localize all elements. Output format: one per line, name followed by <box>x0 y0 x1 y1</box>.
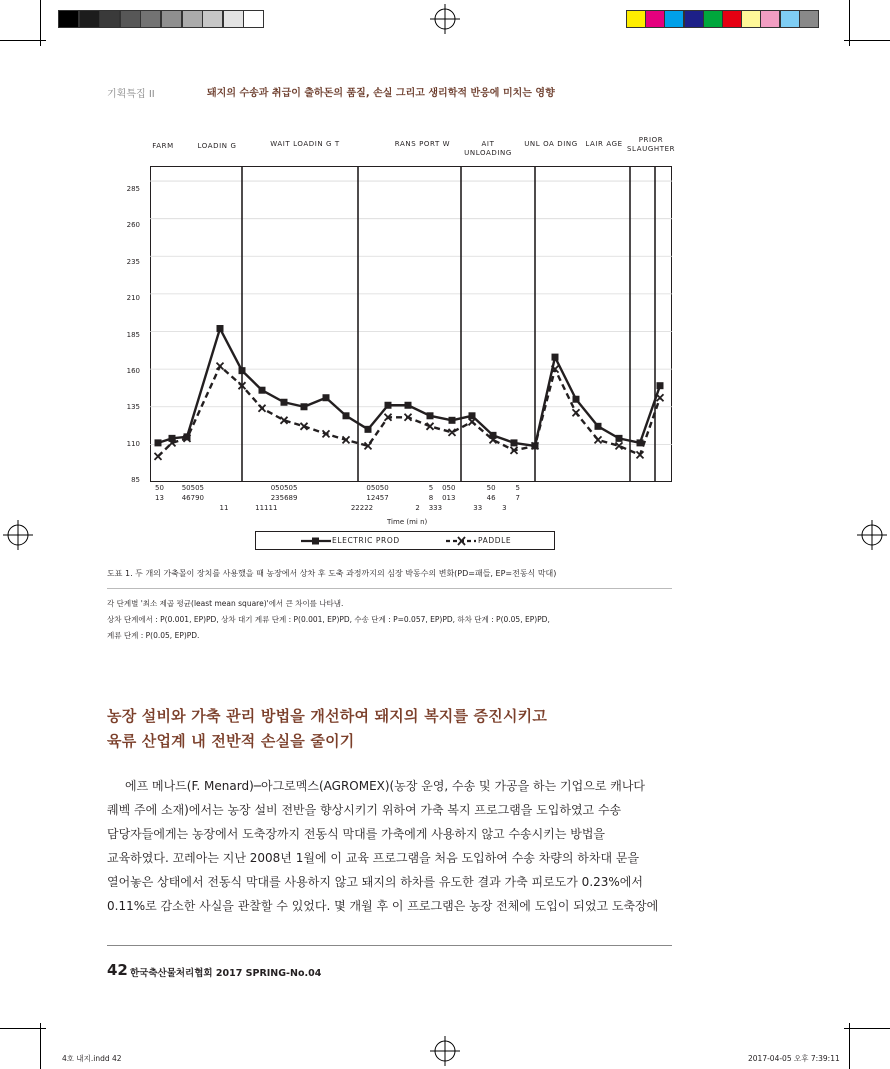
legend-swatch-paddle <box>446 535 476 547</box>
page-number: 42 <box>107 961 128 979</box>
x-tick-row: 50 50505 050505 05050 5 050 50 5 <box>155 484 521 492</box>
stage-label-prior-slaughter: PRIOR SLAUGHTER <box>627 136 676 153</box>
gray-swatch <box>202 10 223 28</box>
y-tick-label: 110 <box>126 440 140 448</box>
gray-swatch <box>161 10 182 28</box>
stage-label-wait-unloading: AIT UNLOADING <box>464 140 512 157</box>
body-line: 퀘벡 주에 소재)에서는 농장 설비 전반을 향상시키기 위하여 가축 복지 프로그램을 도입하였고 수송 <box>107 803 622 817</box>
data-point-electric-prod <box>449 417 456 424</box>
gray-swatch <box>120 10 141 28</box>
body-line: 열어놓은 상태에서 전동식 막대를 사용하지 않고 돼지의 하차를 유도한 결과 가축 피로도가 0.23%에서 <box>107 875 643 889</box>
registration-mark-left <box>3 520 33 550</box>
body-line: 에프 메나드(F. Menard)─아그로멕스(AGROMEX)(농장 운영, 수송 및 가공을 하는 기업으로 캐나다 <box>125 779 646 793</box>
stage-label-lairage: LAIR AGE <box>585 140 623 148</box>
data-point-paddle <box>155 453 162 460</box>
stage-label-farm: FARM <box>152 142 174 150</box>
heart-rate-line-chart <box>150 166 672 482</box>
gray-swatch <box>99 10 120 28</box>
data-point-electric-prod <box>323 394 330 401</box>
data-point-electric-prod <box>239 367 246 374</box>
data-point-electric-prod <box>259 387 266 394</box>
color-swatch <box>703 10 723 28</box>
color-swatch <box>780 10 800 28</box>
data-point-electric-prod <box>365 426 372 433</box>
body-line: 교육하였다. 꼬레아는 지난 2008년 1월에 이 교육 프로그램을 처음 도입하여 수송 차량의 하차대 문을 <box>107 851 640 865</box>
gray-swatch <box>243 10 264 28</box>
data-point-paddle <box>595 436 602 443</box>
y-tick-label: 135 <box>126 403 140 411</box>
data-point-electric-prod <box>343 412 350 419</box>
figure-note: 상차 단계에서 : P(0.001, EP)PD, 상차 대기 계류 단계 : P(0.001, EP)PD, 수송 단계 : P=0.057, EP)PD, 하차 단계 : P(0.05, EP)PD, <box>107 615 550 624</box>
section-heading-line-1: 농장 설비와 가축 관리 방법을 개선하여 돼지의 복지를 증진시키고 <box>107 707 548 725</box>
data-point-electric-prod <box>155 439 162 446</box>
y-tick-label: 235 <box>126 258 140 266</box>
body-paragraph <box>107 774 672 918</box>
color-swatch <box>664 10 684 28</box>
section-heading-line-2: 육류 산업계 내 전반적 손실을 줄이기 <box>107 732 355 750</box>
figure-caption: 도표 1. 두 개의 가축몰이 장치를 사용했을 때 농장에서 상차 후 도축 과정까지의 심장 박동수의 변화(PD=패들, EP=전동식 막대) <box>107 569 557 578</box>
data-point-electric-prod <box>616 435 623 442</box>
gray-swatch <box>140 10 161 28</box>
registration-mark-right <box>857 520 887 550</box>
color-swatch <box>799 10 819 28</box>
section-label: 기획특집 II <box>107 89 155 100</box>
color-swatch <box>722 10 742 28</box>
gray-swatch <box>79 10 100 28</box>
data-point-electric-prod <box>281 399 288 406</box>
figure-note: 각 단계별 '최소 제곱 평균(least mean square)'에서 큰 차이를 나타냄. <box>107 599 344 608</box>
data-point-electric-prod <box>427 412 434 419</box>
data-point-electric-prod <box>301 403 308 410</box>
data-point-electric-prod <box>217 325 224 332</box>
data-point-electric-prod <box>511 439 518 446</box>
body-line: 0.11%로 감소한 사실을 관찰할 수 있었다. 몇 개월 후 이 프로그램은 농장 전체에 도입이 되었고 도축장에 <box>107 899 659 913</box>
data-point-electric-prod <box>405 402 412 409</box>
y-tick-label: 85 <box>131 476 140 484</box>
data-point-electric-prod <box>595 423 602 430</box>
data-point-paddle <box>657 394 664 401</box>
plot-frame <box>151 167 672 482</box>
gray-swatch <box>58 10 79 28</box>
slug-timestamp: 2017-04-05 오후 7:39:11 <box>748 1054 840 1063</box>
caption-divider <box>107 588 672 589</box>
data-point-paddle <box>259 405 266 412</box>
stage-label-unloading: UNL OA DING <box>524 140 578 148</box>
data-point-electric-prod <box>657 382 664 389</box>
stage-label-wait-loading: WAIT LOADIN G T <box>270 140 340 148</box>
series-line-electric-prod <box>158 329 660 446</box>
color-swatch <box>684 10 704 28</box>
y-tick-label: 285 <box>126 185 140 193</box>
legend-label-paddle: PADDLE <box>478 536 512 545</box>
chart-legend <box>255 531 555 550</box>
data-point-paddle <box>573 409 580 416</box>
gray-swatch <box>182 10 203 28</box>
color-swatch <box>626 10 646 28</box>
x-axis-label: Time (mi n) <box>387 518 428 526</box>
figure-note: 계류 단계 : P(0.05, EP)PD. <box>107 631 200 640</box>
slug-filename: 4호 내지.indd 42 <box>62 1054 122 1063</box>
body-line: 담당자들에게는 농장에서 도축장까지 전동식 막대를 가축에게 사용하지 않고 수송시키는 방법을 <box>107 827 606 841</box>
gray-swatch <box>223 10 244 28</box>
data-point-paddle <box>469 418 476 425</box>
x-tick-row: 11 11111 22222 2 333 33 3 <box>155 504 507 512</box>
registration-mark-bottom <box>430 1036 460 1066</box>
color-swatch <box>741 10 761 28</box>
y-tick-label: 185 <box>126 331 140 339</box>
footer-divider <box>107 945 672 946</box>
x-tick-row: 13 46790 235689 12457 8 013 46 7 <box>155 494 521 502</box>
data-point-electric-prod <box>573 396 580 403</box>
y-tick-label: 210 <box>126 294 140 302</box>
color-swatch <box>760 10 780 28</box>
data-point-electric-prod <box>552 354 559 361</box>
stage-label-transport: RANS PORT W <box>394 140 451 148</box>
legend-label-electric-prod: ELECTRIC PROD <box>332 536 400 545</box>
stage-label-loading: LOADIN G <box>197 142 237 150</box>
legend-swatch-electric-prod <box>301 535 331 547</box>
y-tick-label: 160 <box>126 367 140 375</box>
publication-name: 한국축산물처리협회 2017 SPRING-No.04 <box>130 968 322 979</box>
color-swatch <box>645 10 665 28</box>
y-tick-label: 260 <box>126 221 140 229</box>
registration-mark-top <box>430 4 460 34</box>
data-point-electric-prod <box>385 402 392 409</box>
running-title: 돼지의 수송과 취급이 출하돈의 품질, 손실 그리고 생리학적 반응에 미치는 영향 <box>207 88 555 99</box>
